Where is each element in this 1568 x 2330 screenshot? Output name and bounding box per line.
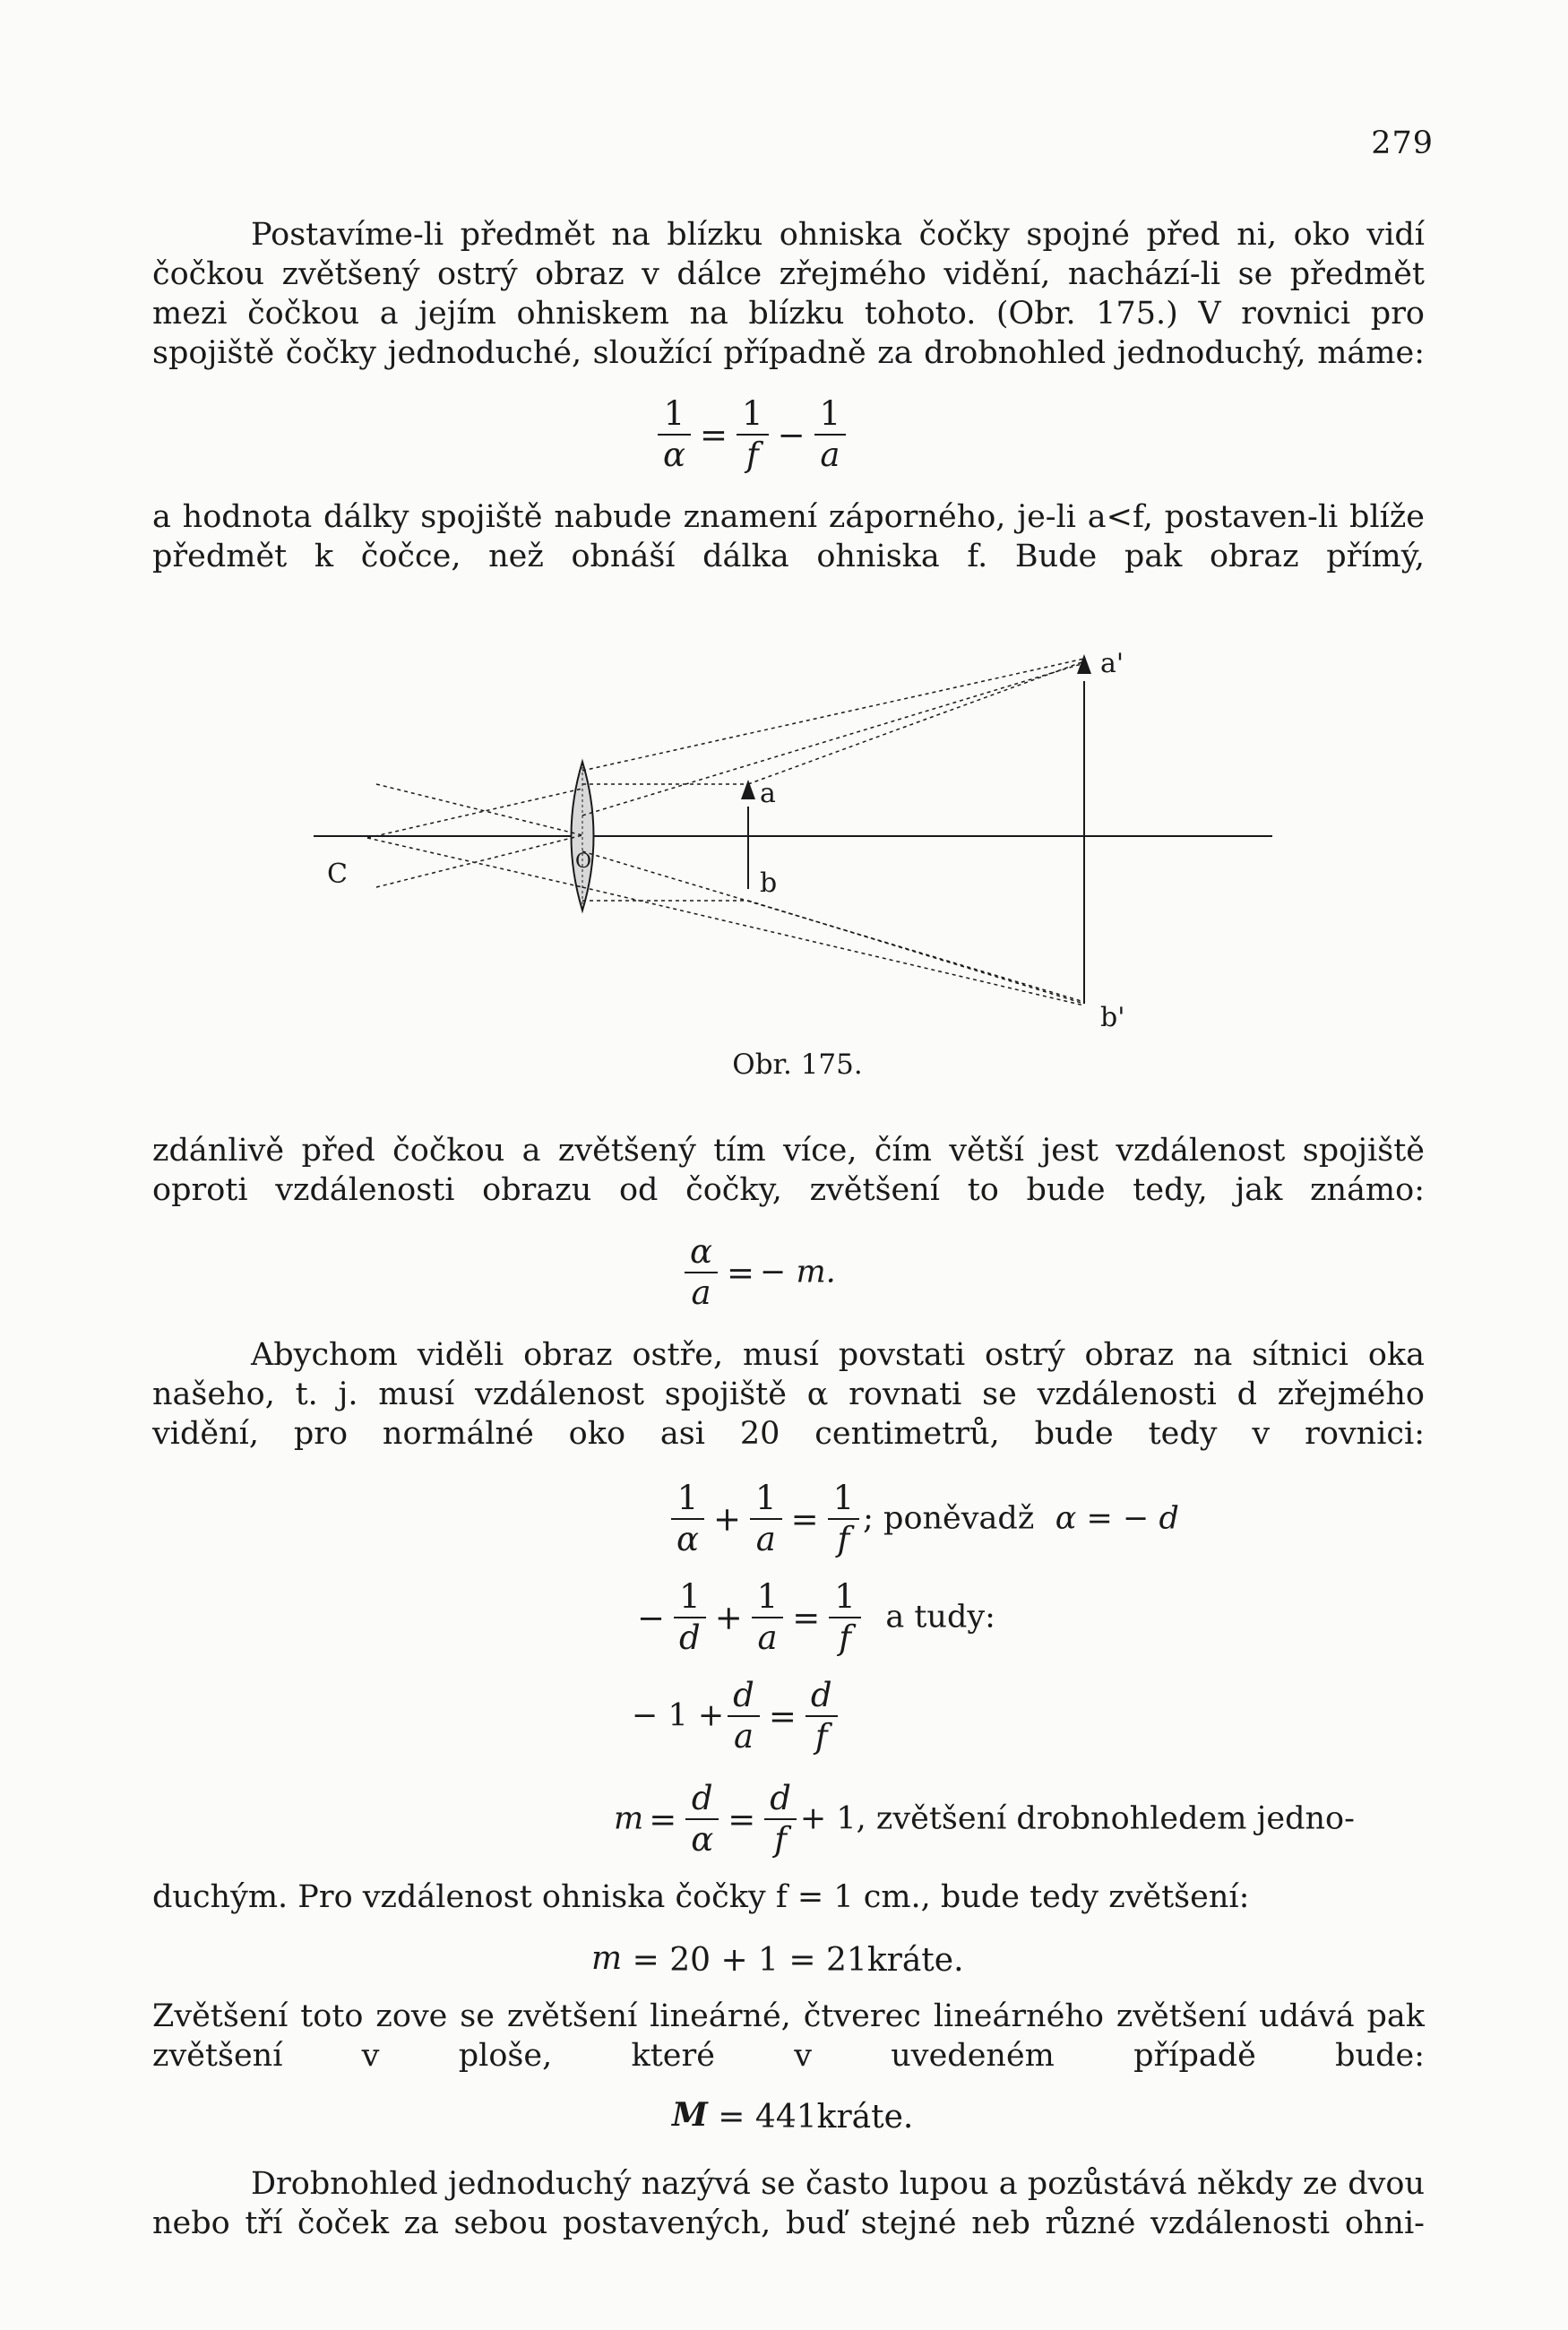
- paragraph-linear-magnification: Zvětšení toto zove se zvětšení lineárné, čtverec lineárného zvětšení udává pak zvětšení v ploše, které v uvedeném případě bude:: [152, 1998, 1425, 2074]
- paragraph-image-upright: a hodnota dálky spojiště nabude znamení záporného, je-li a<f, postaven-li blíže předmět k čočce, než obnáší dálka ohniska f. Bude pak obraz přímý,: [152, 499, 1425, 574]
- paragraph-intro: Postavíme-li předmět na blízku ohniska čočky spojné před ni, oko vidí čočkou zvětšený ostrý obraz v dálce zřejmého vidění, nachází-li se předmět mezi čočkou a jejím ohniskem na blízku tohoto. (Obr. 175.) V rovnici pro spojiště čočky jednoduché, sloužící případně za drobnohled jednoduchý, máme:: [152, 217, 1425, 371]
- figure-175-magnifier-diagram: [296, 627, 1281, 1040]
- equation-magnification: $\frac{\alpha}{a}$ = − m.: [681, 1232, 836, 1313]
- equation-negative-d: − $\frac{1}{d}$ + $\frac{1}{a}$ = $\frac{1}{f}$ a tudy:: [637, 1577, 995, 1657]
- equation-lens: $\frac{1}{\alpha}$ = $\frac{1}{f}$ − $\frac{1}{a}$: [654, 394, 849, 475]
- label-C: C: [327, 859, 348, 890]
- equation-magnification-result: m = $\frac{d}{\alpha}$ = $\frac{d}{f}$ + 1, zvětšení drobnohledem jedno-: [614, 1779, 1355, 1859]
- label-b: b: [760, 867, 778, 899]
- equation-lens-substitution: $\frac{1}{\alpha}$ + $\frac{1}{a}$ = $\frac{1}{f}$ ; poněvadž α = − d: [668, 1479, 1179, 1559]
- paragraph-sharp-image: Abychom viděli obraz ostře, musí povstati ostrý obraz na sítnici oka našeho, t. j. musí vzdálenost spojiště α rovnati se vzdálenosti d zřejmého vidění, pro normálné oko asi 20 centimetrů, bude tedy v rovnici:: [152, 1337, 1425, 1452]
- light-rays: [367, 659, 1084, 1005]
- equation-multiplied: − 1 + $\frac{d}{a}$ = $\frac{d}{f}$: [632, 1676, 841, 1756]
- label-b-prime: b': [1100, 1002, 1125, 1033]
- paragraph-focal-distance: duchým. Pro vzdálenost ohniska čočky f = 1 cm., bude tedy zvětšení:: [152, 1879, 1250, 1915]
- paragraph-apparent: zdánlivě před čočkou a zvětšený tím více, čím větší jest vzdálenost spojiště oproti vzdálenosti obrazu od čočky, zvětšení to bude tedy, jak známo:: [152, 1133, 1425, 1208]
- object-arrowhead: [741, 780, 755, 799]
- paragraph-loupe: Drobnohled jednoduchý nazývá se často lupou a pozůstává někdy ze dvou nebo tří čoček za sebou postavených, buď stejné neb různé vzdálenosti ohni-: [152, 2166, 1425, 2241]
- equation-21x: m = 20 + 1 = 21kráte.: [591, 1940, 964, 1979]
- label-O: O: [575, 850, 592, 873]
- page-number: 279: [1371, 125, 1434, 161]
- label-a-prime: a': [1100, 648, 1124, 679]
- equation-441x: M = 441kráte.: [672, 2096, 914, 2136]
- figure-caption: Obr. 175.: [732, 1048, 863, 1081]
- label-a: a: [760, 778, 776, 809]
